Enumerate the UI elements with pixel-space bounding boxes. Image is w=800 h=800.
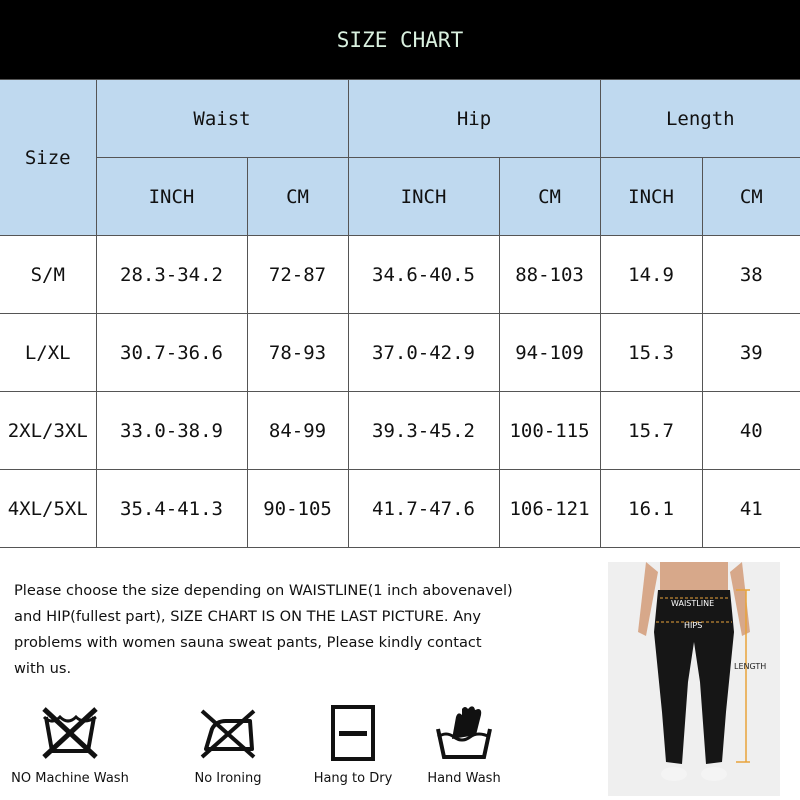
table-cell: 15.7 [600,392,702,470]
table-row [0,392,800,470]
care-label: No Ironing [194,771,262,786]
length-label: LENGTH [734,662,767,671]
table-cell: 72-87 [247,236,348,314]
table-cell: 16.1 [600,470,702,548]
size-header: Size [0,80,96,236]
description-line: and HIP(fullest part), SIZE CHART IS ON THE LAST PICTURE. Any [14,608,482,625]
table-cell: 15.3 [600,314,702,392]
table-cell: 33.0-38.9 [96,392,247,470]
table-cell: 41.7-47.6 [348,470,499,548]
unit-header: INCH [348,158,499,236]
title-banner [0,0,800,79]
table-cell: 88-103 [499,236,600,314]
hips-label: HIPS [684,621,703,630]
unit-header: CM [247,158,348,236]
table-cell: 30.7-36.6 [96,314,247,392]
model-illustration [608,562,780,796]
table-cell: 38 [702,236,800,314]
size-cell: 4XL/5XL [0,470,96,548]
size-cell: S/M [0,236,96,314]
group-header-length: Length [600,80,800,158]
table-cell: 14.9 [600,236,702,314]
chart-title: SIZE CHART [336,27,464,52]
table-cell: 90-105 [247,470,348,548]
care-label: NO Machine Wash [11,771,129,786]
size-cell: L/XL [0,314,96,392]
unit-header: INCH [600,158,702,236]
table-cell: 94-109 [499,314,600,392]
description-line: with us. [14,660,72,677]
table-row [0,470,800,548]
no-machine-wash-icon [40,705,100,761]
table-cell: 39.3-45.2 [348,392,499,470]
model-photo [608,562,780,796]
care-item-hand-wash [394,705,534,786]
care-item-no-ironing [158,705,298,786]
unit-header: CM [702,158,800,236]
table-cell: 41 [702,470,800,548]
table-row [0,236,800,314]
table-cell: 84-99 [247,392,348,470]
no-ironing-icon [196,705,260,761]
group-header-hip: Hip [348,80,600,158]
table-row [0,314,800,392]
hang-to-dry-icon [329,705,377,761]
table-cell: 40 [702,392,800,470]
table-cell: 100-115 [499,392,600,470]
table-cell: 34.6-40.5 [348,236,499,314]
group-header-waist: Waist [96,80,348,158]
table-cell: 37.0-42.9 [348,314,499,392]
table-cell: 39 [702,314,800,392]
description-line: problems with women sauna sweat pants, Please kindly contact [14,634,482,651]
description-line: Please choose the size depending on WAISTLINE(1 inch abovenavel) [14,582,513,599]
care-item-no-machine-wash [0,705,140,786]
hand-wash-icon [434,705,494,761]
size-description [14,578,514,682]
care-label: Hang to Dry [313,771,393,786]
size-table [0,79,800,548]
unit-header: CM [499,158,600,236]
care-label: Hand Wash [427,771,501,786]
table-cell: 106-121 [499,470,600,548]
table-cell: 78-93 [247,314,348,392]
table-cell: 28.3-34.2 [96,236,247,314]
waistline-label: WAISTLINE [671,599,715,608]
size-cell: 2XL/3XL [0,392,96,470]
unit-header: INCH [96,158,247,236]
table-cell: 35.4-41.3 [96,470,247,548]
